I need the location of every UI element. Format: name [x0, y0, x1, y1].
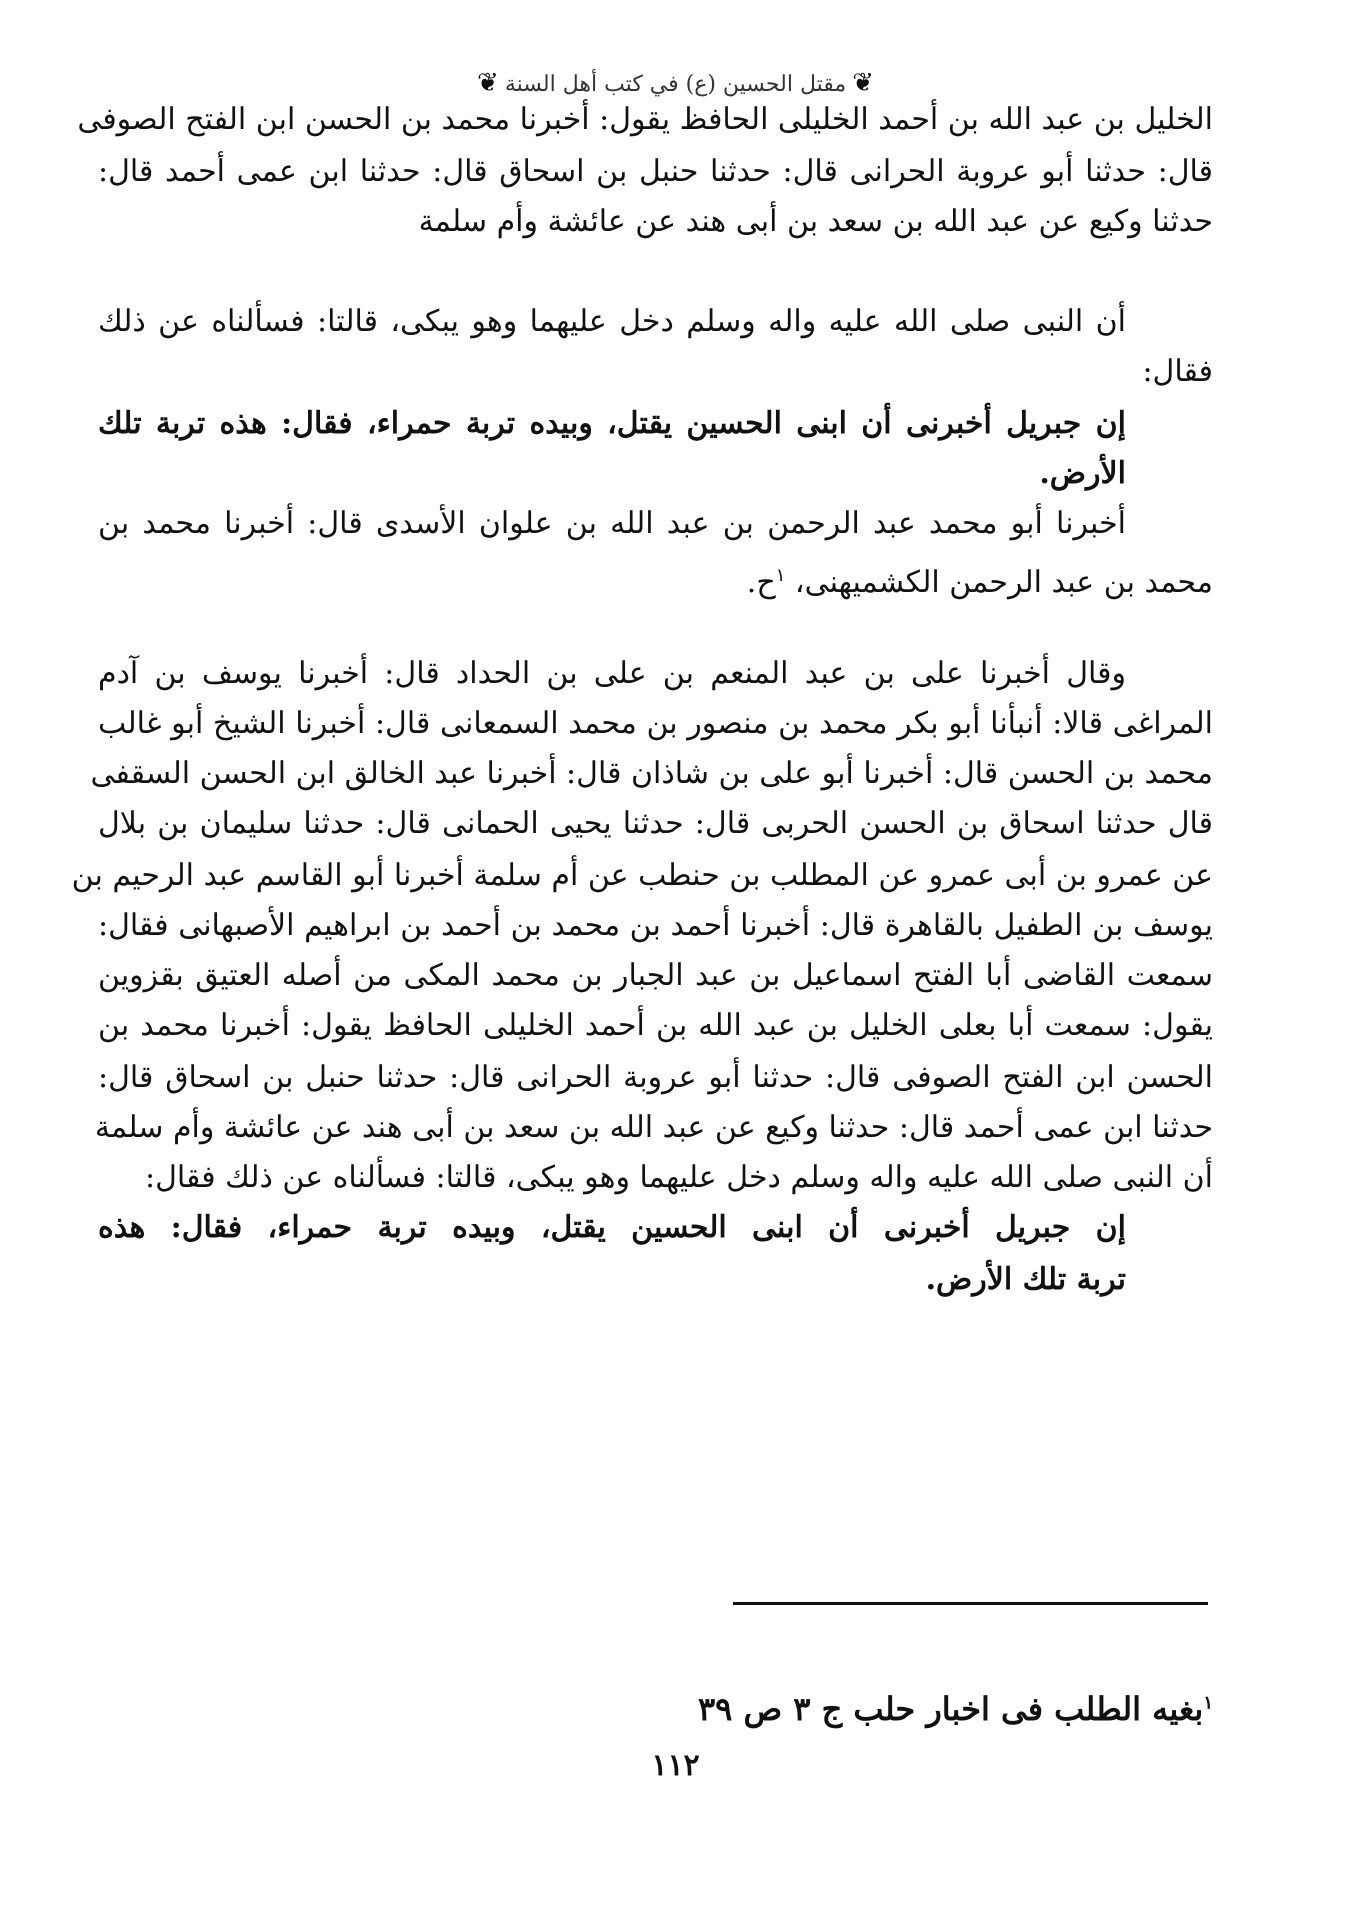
text-line: وقال أخبرنا على بن عبد المنعم بن على بن الحداد قال: أخبرنا يوسف بن آدم — [98, 656, 1126, 691]
text-line: قال: حدثنا أبو عروبة الحرانى قال: حدثنا حنبل بن اسحاق قال: حدثنا ابن عمى أحمد قال: — [98, 154, 1213, 189]
footnote-reference: ١ — [775, 565, 786, 586]
text-line: حدثنا وكيع عن عبد الله بن سعد بن أبى هند عن عائشة وأم سلمة — [418, 204, 1213, 239]
text-line: عن عمرو بن أبى عمرو عن المطلب بن حنطب عن أم سلمة أخبرنا أبو القاسم عبد الرحيم بن — [71, 858, 1213, 893]
running-header — [0, 68, 1351, 98]
text-line: سمعت القاضى أبا الفتح اسماعيل بن عبد الجبار بن محمد المكى من أصله العتيق بقزوين — [98, 958, 1213, 993]
footnote-marker: ١ — [1203, 1692, 1213, 1714]
quote-line: تربة تلك الأرض. — [925, 1262, 1126, 1297]
quote-line: الأرض. — [1039, 456, 1126, 491]
header-title: مقتل الحسين (ع) في كتب أهل السنة — [504, 72, 847, 97]
text-line: الحسن ابن الفتح الصوفى قال: حدثنا أبو عروبة الحرانى قال: حدثنا حنبل بن اسحاق قال: — [98, 1060, 1213, 1095]
text-line: أن النبى صلى الله عليه واله وسلم دخل عليهما وهو يبكى، قالتا: فسألناه عن ذلك فقال: — [144, 1160, 1213, 1195]
footnote-divider — [733, 1602, 1208, 1605]
text-line: يقول: سمعت أبا بعلى الخليل بن عبد الله بن أحمد الخليلى الحافظ يقول: أخبرنا محمد بن — [98, 1008, 1213, 1043]
text-line: حدثنا ابن عمى أحمد قال: حدثنا وكيع عن عبد الله بن سعد بن أبى هند عن عائشة وأم سلمة — [94, 1110, 1213, 1145]
text-line: المراغى قالا: أنبأنا أبو بكر محمد بن منصور بن محمد السمعانى قال: أخبرنا الشيخ أبو غالب — [98, 706, 1213, 741]
text-line: قال حدثنا اسحاق بن الحسن الحربى قال: حدثنا يحيى الحمانى قال: حدثنا سليمان بن بلال — [98, 806, 1213, 841]
text-line: فقال: — [1142, 354, 1213, 389]
footnote — [698, 1690, 1213, 1728]
text-line: أن النبى صلى الله عليه واله وسلم دخل عليهما وهو يبكى، قالتا: فسألناه عن ذلك — [98, 304, 1126, 339]
text-line: محمد بن عبد الرحمن الكشميهنى، $^١$ح. — [746, 565, 1213, 600]
text-line: أخبرنا أبو محمد عبد الرحمن بن عبد الله بن علوان الأسدى قال: أخبرنا محمد بن — [98, 506, 1126, 541]
ornament-right-icon: ❦ — [477, 68, 499, 98]
footnote-text: بغيه الطلب فى اخبار حلب ج ٣ ص ٣٩ — [697, 1690, 1204, 1728]
text-line: يوسف بن الطفيل بالقاهرة قال: أخبرنا أحمد بن محمد بن أحمد بن ابراهيم الأصبهانى فقال: — [98, 908, 1213, 943]
quote-line: إن جبريل أخبرنى أن ابنى الحسين يقتل، وبيده تربة حمراء، فقال: هذه تربة تلك — [98, 406, 1126, 441]
ornament-left-icon: ❦ — [852, 68, 874, 98]
text-line: الخليل بن عبد الله بن أحمد الخليلى الحافظ يقول: أخبرنا محمد بن الحسن ابن الفتح الصوفى — [77, 102, 1213, 137]
quote-line: إن جبريل أخبرنى أن ابنى الحسين يقتل، وبيده تربة حمراء، فقال: هذه — [98, 1210, 1126, 1245]
page-number: ١١٢ — [651, 1748, 700, 1783]
text-line: محمد بن الحسن قال: أخبرنا أبو على بن شاذان قال: أخبرنا عبد الخالق ابن الحسن السقفى — [90, 756, 1213, 791]
